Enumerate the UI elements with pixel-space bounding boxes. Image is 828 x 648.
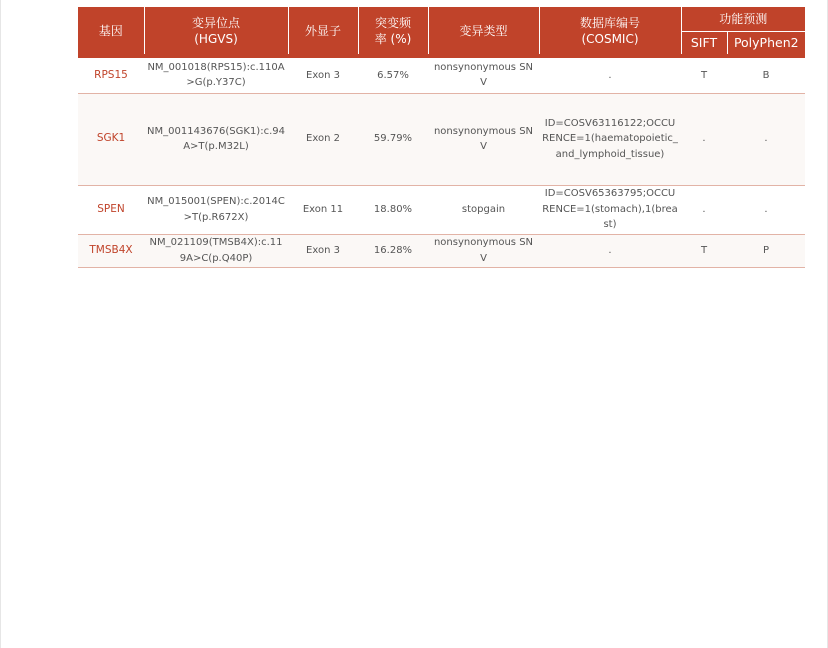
- header-prediction: 功能预测: [681, 7, 805, 32]
- cell-polyphen: B: [727, 56, 805, 93]
- cell-exon: Exon 3: [288, 234, 358, 267]
- cell-sift: .: [681, 185, 727, 234]
- cell-exon: Exon 3: [288, 56, 358, 93]
- header-gene: 基因: [78, 7, 144, 56]
- cell-hgvs: NM_001143676(SGK1):c.94A>T(p.M32L): [144, 93, 288, 185]
- header-cosmic-line2: (COSMIC): [581, 31, 639, 46]
- cell-gene: RPS15: [78, 56, 144, 93]
- header-variant: [144, 7, 288, 56]
- cell-cosmic: ID=COSV65363795;OCCURENCE=1(stomach),1(breast): [539, 185, 681, 234]
- cell-gene: SPEN: [78, 185, 144, 234]
- header-frequency: [358, 7, 428, 56]
- cell-gene: TMSB4X: [78, 234, 144, 267]
- cell-hgvs: NM_001018(RPS15):c.110A>G(p.Y37C): [144, 56, 288, 93]
- table-row: [78, 93, 805, 185]
- cell-frequency: 59.79%: [358, 93, 428, 185]
- cell-polyphen: P: [727, 234, 805, 267]
- header-polyphen: PolyPhen2: [727, 32, 805, 57]
- cell-cosmic: ID=COSV63116122;OCCURENCE=1(haematopoietic_and_lymphoid_tissue): [539, 93, 681, 185]
- cell-type: nonsynonymous SNV: [428, 93, 539, 185]
- header-exon: 外显子: [288, 7, 358, 56]
- cell-hgvs: NM_021109(TMSB4X):c.119A>C(p.Q40P): [144, 234, 288, 267]
- page-left-edge: [0, 0, 1, 648]
- cell-polyphen: .: [727, 185, 805, 234]
- mutation-table: [78, 7, 805, 268]
- cell-sift: T: [681, 234, 727, 267]
- cell-frequency: 16.28%: [358, 234, 428, 267]
- header-sift: SIFT: [681, 32, 727, 57]
- header-type: 变异类型: [428, 7, 539, 56]
- header-frequency-line1: 突变频: [374, 15, 411, 30]
- cell-type: nonsynonymous SNV: [428, 234, 539, 267]
- header-frequency-line2: 率 (%): [374, 31, 412, 46]
- cell-sift: .: [681, 93, 727, 185]
- header-cosmic-line1: 数据库编号: [579, 15, 640, 30]
- header-cosmic: [539, 7, 681, 56]
- table-row: [78, 234, 805, 267]
- cell-exon: Exon 2: [288, 93, 358, 185]
- cell-cosmic: .: [539, 234, 681, 267]
- cell-sift: T: [681, 56, 727, 93]
- table-row: [78, 56, 805, 93]
- cell-type: nonsynonymous SNV: [428, 56, 539, 93]
- cell-polyphen: .: [727, 93, 805, 185]
- cell-gene: SGK1: [78, 93, 144, 185]
- cell-exon: Exon 11: [288, 185, 358, 234]
- header-variant-line1: 变异位点: [191, 15, 240, 30]
- cell-frequency: 18.80%: [358, 185, 428, 234]
- cell-frequency: 6.57%: [358, 56, 428, 93]
- cell-type: stopgain: [428, 185, 539, 234]
- table-row: [78, 185, 805, 234]
- cell-hgvs: NM_015001(SPEN):c.2014C>T(p.R672X): [144, 185, 288, 234]
- header-variant-line2: (HGVS): [194, 31, 238, 46]
- cell-cosmic: .: [539, 56, 681, 93]
